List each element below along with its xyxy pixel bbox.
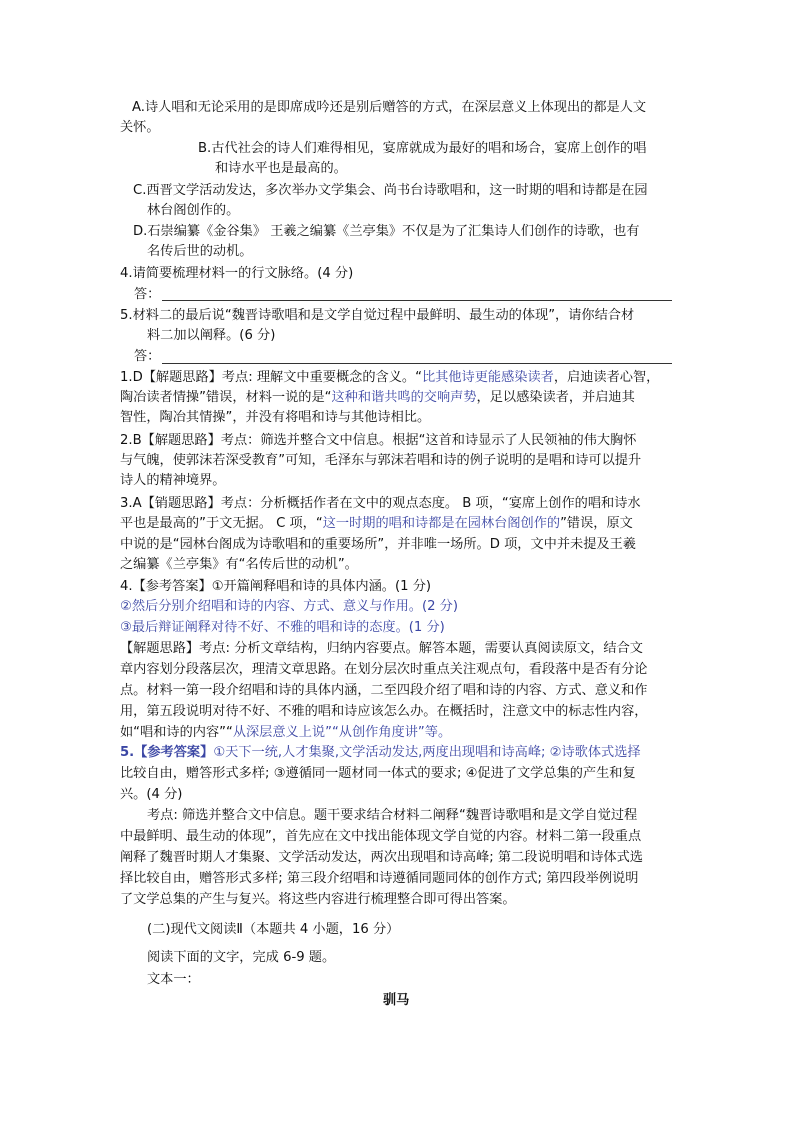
answer-4-explain2: 章内容划分段落层次，理清文章思路。在划分层次时重点关注观点句，看段落中是否有分论 [120,662,648,677]
answer-3-line4: 之编纂《兰亭集》有“名传后世的动机”。 [120,557,358,572]
answer-5-explain4: 择比较自由，赠答形式多样; 第三段介绍唱和诗遵循同题同体的创作方式; 第四段举例说明 [120,871,639,886]
question-4: 4.请简要梳理材料一的行文脉络。(4 分) [120,266,354,281]
answer-4-point2: ②然后分别介绍唱和诗的内容、方式、意义与作用。(2 分) [120,599,459,614]
option-a-line2: 关怀。 [120,120,160,135]
answer-2-line3: 诗人的精神境界。 [120,473,226,488]
answer-4-explain3: 点。材料一第一段介绍唱和诗的具体内涵，二至四段介绍了唱和诗的内容、方式、意义和作 [120,683,648,698]
answer-5-explain3: 阐释了魏晋时期人才集聚、文学活动发达，两次出现唱和诗高峰; 第二段说明唱和诗体式选 [120,850,643,865]
option-a-line1: A.诗人唱和无论采用的是即席成吟还是别后赠答的方式，在深层意义上体现出的都是人文 [132,100,647,115]
answer-3-l2b: C 项，“ [276,516,323,531]
answer-4-x5b: 从深层意义上说 [232,725,326,740]
answer-1-line2a: 陶冶读者情操”错误，材料一说的是“ [120,390,332,405]
answer-2-line2: 与气魄，使郭沫若深受教育”可知，毛泽东与郭沫若唱和诗的例子说明的是唱和诗可以提升 [120,453,642,468]
answer-5-explain1: 考点: 筛选并整合文中信息。题干要求结合材料二阐释“魏晋诗歌唱和是文学自觉过程 [147,808,638,823]
answer-4-x5c: ”“ [325,725,339,740]
section-2-instruction: 阅读下面的文字，完成 6-9 题。 [147,950,336,965]
answer-3-l2a: 平也是最高的”于文无据。 [120,516,277,531]
passage-title: 驯马 [383,993,410,1008]
option-b-line1: B.古代社会的诗人们难得相见，宴席就成为最好的唱和场合，宴席上创作的唱 [198,141,647,156]
answer-5-line1 [120,743,641,763]
question-4-answer-label: 答： [134,287,161,302]
answer-3-l1b: B 项，“宴席上创作的唱和诗水 [462,496,641,511]
section-2-heading: (二)现代文阅读Ⅱ（本题共 4 小题，16 分） [147,922,400,937]
option-c-line1: C.西晋文学活动发达，多次举办文学集会、尚书台诗歌唱和，这一时期的唱和诗都是在园 [133,183,648,198]
answer-1-mid: ，启迪读者心智， [553,370,660,385]
answer-1-line2b: ，足以感染读者，并启迪其 [476,390,635,405]
answer-3-l2d: ”错误，原文 [560,516,633,531]
option-d-line2: 名传后世的动机。 [147,244,253,259]
answer-2-line1: 2.B【解题思路】考点：筛选并整合文中信息。根据“这首和诗显示了人民领袖的伟大胸怀 [120,433,637,448]
answer-4-point3: ③最后辩证阐释对待不好、不雅的唱和诗的态度。(1 分) [120,620,445,635]
answer-1-line2 [120,388,635,408]
answer-1-quote2: 这种和谐共鸣的交响声势 [331,390,477,405]
answer-1-line3: 智性，陶冶其情操”，并没有将唱和诗与其他诗相比。 [120,410,431,425]
answer-3-l1a: 3.A【销题思路】考点：分析概括作者在文中的观点态度。 [120,496,463,511]
answer-3-line2 [120,514,633,534]
answer-4-x5e: ”等。 [417,725,452,740]
answer-1-line1 [120,368,659,388]
answer-1-prefix: 1.D【解题思路】考点: 理解文中重要概念的含义。“ [120,370,422,385]
answer-5-explain5: 了文学总集的产生与复兴。将这些内容进行梳理整合即可得出答案。 [120,892,516,907]
section-2-label: 文本一： [147,972,200,987]
option-b-line2: 和诗水平也是最高的。 [215,161,347,176]
answer-5-l1a: 5.【参考答案】 [120,745,214,760]
answer-4-explain1: 【解题思路】考点: 分析文章结构，归纳内容要点。解答本题，需要认真阅读原文，结合文 [120,641,643,656]
question-5-line2: 料二加以阐释。(6 分) [147,328,276,343]
answer-1-quote1: 比其他诗更能感染读者 [421,370,554,385]
answer-4-head: 4.【参考答案】①开篇阐释唱和诗的具体内涵。(1 分) [120,579,432,594]
answer-5-line2: 比较自由，赠答形式多样; ③遵循同一题材同一体式的要求; ④促进了文学总集的产生和复 [120,766,636,781]
answer-5-line3: 兴。(4 分) [120,787,183,802]
question-4-answer-line[interactable] [162,300,672,301]
answer-3-line1 [120,494,641,514]
answer-4-explain5 [120,723,451,743]
answer-4-x5d: 从创作角度讲 [338,725,418,740]
question-5-answer-label: 答： [134,349,161,364]
option-d-line1: D.石崇编纂《金谷集》 王羲之编纂《兰亭集》不仅是为了汇集诗人们创作的诗歌，也有 [133,224,640,239]
option-c-line2: 林台阁创作的。 [147,203,240,218]
answer-4-x5a: 如“唱和诗的内容”“ [120,725,233,740]
answer-3-line3: 中说的是“园林台阁成为诗歌唱和的重要场所”，并非唯一场所。D 项，文中并未提及王羲 [120,537,636,552]
answer-3-l2c: 这一时期的唱和诗都是在园林台阁创作的 [322,516,561,531]
question-5-answer-line[interactable] [162,346,672,364]
answer-4-explain4: 用，第五段说明对待不好、不雅的唱和诗应该怎么办。在概括时，注意文中的标志性内容， [120,704,648,719]
answer-5-l1b: ①天下一统,人才集聚,文学活动发达,两度出现唱和诗高峰; ②诗歌体式选择 [213,745,641,760]
answer-5-explain2: 中最鲜明、最生动的体现”，首先应在文中找出能体现文学自觉的内容。材料二第一段重点 [120,829,642,844]
question-5-line1: 5.材料二的最后说“魏晋诗歌唱和是文学自觉过程中最鲜明、最生动的体现”，请你结合材 [120,308,635,323]
